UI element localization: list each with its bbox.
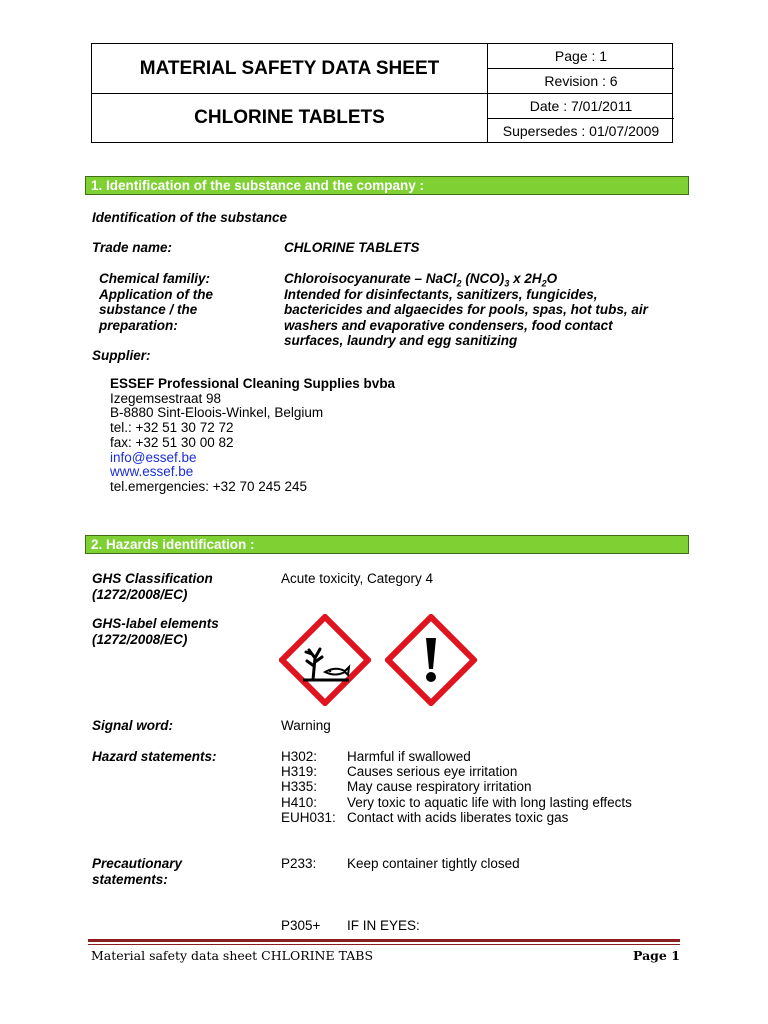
- hazard-text: Harmful if swallowed: [347, 749, 471, 764]
- application-value-line: surfaces, laundry and egg sanitizing: [284, 332, 518, 348]
- application-value-line: Intended for disinfectants, sanitizers, fungicides,: [284, 287, 598, 302]
- ghs-classification-value: Acute toxicity, Category 4: [281, 571, 434, 586]
- list-item: [281, 749, 632, 764]
- application-value: [284, 287, 648, 348]
- formula-subscript: 3: [504, 278, 510, 289]
- precautionary-label-line: Precautionary: [92, 856, 183, 871]
- application-label: [99, 287, 213, 333]
- application-label-line: preparation:: [99, 317, 178, 333]
- supplier-block: [110, 377, 395, 495]
- ghs-label-elements-label: [92, 616, 219, 647]
- supplier-email-link[interactable]: info@essef.be: [110, 449, 197, 465]
- supplier-label: Supplier:: [92, 348, 151, 363]
- hazard-code: H410:: [281, 794, 318, 810]
- supersedes: Supersedes : 01/07/2009: [502, 123, 660, 139]
- chemical-family-label: Chemical familiy:: [99, 271, 211, 286]
- hazard-text: Contact with acids liberates toxic gas: [347, 809, 569, 825]
- application-value-line: washers and evaporative condensers, food contact: [284, 317, 613, 333]
- supplier-name: ESSEF Professional Cleaning Supplies bvba: [110, 376, 396, 391]
- precaution-code: P305+: [281, 918, 321, 933]
- list-item: [281, 918, 420, 933]
- exclamation-mark-icon: [385, 614, 477, 706]
- page-number: Page : 1: [554, 48, 608, 64]
- signal-word-label: Signal word:: [92, 718, 173, 733]
- formula-subscript: 2: [541, 278, 547, 289]
- ghs-label-elements-label-line: (1272/2008/EC): [92, 631, 188, 647]
- precautionary-label: [92, 856, 182, 887]
- ghs-classification-label: [92, 571, 213, 602]
- formula-part: O: [546, 271, 558, 286]
- ghs-label-elements-label-line: GHS-label elements: [92, 616, 219, 631]
- hazard-code: EUH031:: [281, 809, 336, 825]
- section-1-heading: 1. Identification of the substance and the company :: [85, 176, 689, 195]
- supplier-tel: tel.: +32 51 30 72 72: [110, 420, 234, 436]
- hazard-code: H302:: [281, 749, 318, 764]
- ghs-classification-label-line: GHS Classification: [92, 571, 213, 586]
- precaution-text: IF IN EYES:: [347, 918, 420, 933]
- identification-subheading: Identification of the substance: [92, 210, 288, 225]
- formula-subscript: 2: [456, 278, 462, 289]
- environment-hazard-icon: [279, 614, 371, 706]
- signal-word-value: Warning: [281, 718, 331, 733]
- footer-title: Material safety data sheet CHLORINE TABS: [91, 948, 374, 963]
- application-label-line: Application of the: [99, 287, 213, 302]
- list-item: [281, 795, 632, 810]
- hazard-text: Very toxic to aquatic life with long lasting effects: [347, 794, 632, 810]
- precaution-text: Keep container tightly closed: [347, 856, 520, 871]
- supplier-website-link[interactable]: www.essef.be: [110, 464, 194, 480]
- application-label-line: substance / the: [99, 302, 198, 318]
- header-table: [91, 43, 673, 143]
- supplier-fax: fax: +32 51 30 00 82: [110, 434, 234, 450]
- precaution-code: P233:: [281, 856, 317, 871]
- trade-name-value: CHLORINE TABLETS: [284, 240, 420, 255]
- hazard-code: H335:: [281, 779, 318, 795]
- formula-part: Chloroisocyanurate – NaCl: [284, 271, 457, 286]
- list-item: [281, 764, 632, 779]
- footer-rule: [88, 939, 680, 942]
- hazard-code: H319:: [281, 764, 318, 780]
- date: Date : 7/01/2011: [529, 98, 633, 114]
- application-value-line: bactericides and algaecides for pools, spas, hot tubs, air: [284, 302, 648, 318]
- hazard-text: Causes serious eye irritation: [347, 764, 518, 780]
- product-title: CHLORINE TABLETS: [194, 107, 385, 128]
- list-item: [281, 856, 520, 871]
- formula-part: (NCO): [461, 271, 505, 286]
- ghs-classification-label-line: (1272/2008/EC): [92, 586, 188, 602]
- revision: Revision : 6: [544, 73, 618, 89]
- hazard-text: May cause respiratory irritation: [347, 779, 532, 795]
- document-title: MATERIAL SAFETY DATA SHEET: [139, 58, 440, 79]
- footer-rule: [88, 944, 680, 945]
- precautionary-label-line: statements:: [92, 871, 168, 887]
- section-2-heading: 2. Hazards identification :: [85, 535, 689, 554]
- list-item: [281, 810, 632, 825]
- formula-part: x 2H: [509, 271, 542, 286]
- hazard-statements-label: Hazard statements:: [92, 749, 217, 764]
- hazard-statements-list: [281, 749, 632, 825]
- supplier-city: B-8880 Sint-Eloois-Winkel, Belgium: [110, 405, 324, 421]
- footer-page-number: Page 1: [633, 948, 680, 963]
- trade-name-label: Trade name:: [92, 240, 173, 255]
- list-item: [281, 779, 632, 794]
- supplier-street: Izegemsestraat 98: [110, 390, 222, 406]
- supplier-emergency-tel: tel.emergencies: +32 70 245 245: [110, 478, 308, 494]
